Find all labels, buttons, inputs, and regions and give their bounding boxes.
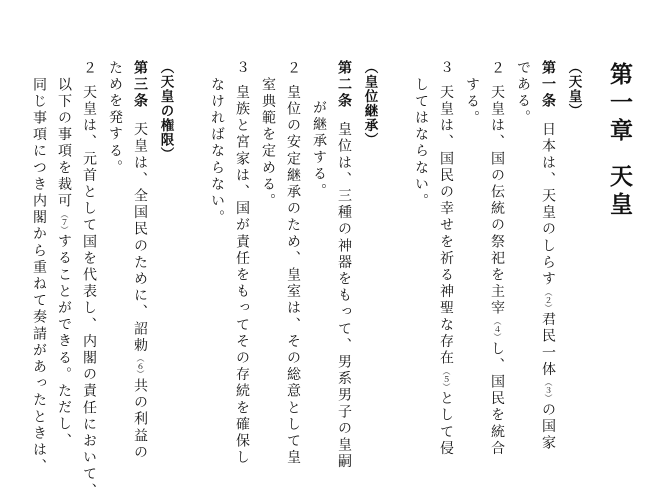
article-1-item-2-line-1 [490, 60, 504, 457]
footnote-marker: （５） [442, 366, 451, 391]
article-3-item-2-line-1 [82, 60, 96, 500]
article-2-label: 第二条 [336, 60, 352, 110]
item-text: し、国民を統合 [489, 341, 505, 458]
item-number: ３ [234, 60, 250, 77]
article-1-item-3-line-2: してはならない。 [413, 77, 429, 210]
article-1-item-3-line-1 [439, 60, 453, 457]
article-3-label: 第三条 [132, 60, 148, 110]
item-text: 天皇は、元首として国を代表し、内閣の責任において、 [81, 84, 97, 500]
article-2-item-3-line-2: なければならない。 [209, 77, 225, 227]
item-number: ２ [285, 60, 301, 77]
article-2-line-2: が継承する。 [311, 100, 327, 200]
footnote-marker: （６） [136, 354, 145, 379]
article-3-line-1 [133, 60, 147, 461]
article-1-line-2: である。 [515, 60, 531, 127]
section-heading-powers: （天皇の権限） [157, 60, 174, 162]
item-text: することができる。ただし、 [56, 233, 72, 450]
item-text: として侵 [438, 390, 454, 458]
footnote-marker: （３） [544, 378, 553, 403]
article-2-item-2-line-2: 室典範を定める。 [260, 77, 276, 210]
article-2-text: 皇位は、三種の神器をもって、男系男子の皇嗣 [336, 121, 352, 471]
chapter-label: 第一章 [606, 62, 633, 146]
article-1-line-1 [541, 60, 555, 452]
footnote-marker: （４） [493, 317, 502, 342]
section-heading-succession: （皇位継承） [361, 60, 378, 147]
article-1-text-c: の国家 [540, 402, 556, 453]
footnote-marker: （７） [60, 209, 69, 234]
chapter-title [608, 62, 631, 220]
item-number: ３ [438, 60, 454, 77]
article-3-text-b: 共の利益の [132, 378, 148, 462]
article-2-line-1 [337, 60, 351, 470]
article-2-item-2-line-1 [286, 60, 300, 466]
item-number: ２ [489, 60, 505, 77]
article-1-item-2-line-2: する。 [464, 77, 480, 127]
article-2-item-3-line-1 [235, 60, 249, 466]
article-1-text-b: 君民一体 [540, 311, 556, 379]
article-3-item-2-line-3: 同じ事項につき内閣から重ねて奏請があったときは、 [31, 77, 47, 476]
article-1-label: 第一条 [540, 60, 556, 110]
article-3-text-a: 天皇は、全国民のために、詔勅 [132, 121, 148, 355]
article-1-text-a: 日本は、天皇のしらす [540, 121, 556, 288]
item-number: ２ [81, 60, 97, 77]
footnote-marker: （２） [544, 287, 553, 312]
chapter-name: 天皇 [606, 164, 633, 220]
item-text: 皇位の安定継承のため、皇室は、その総意として皇 [285, 84, 301, 467]
item-text: 天皇は、国民の幸せを祈る神聖な存在 [438, 84, 454, 367]
article-3-item-2-line-2 [57, 60, 71, 450]
item-text: 皇族と宮家は、国が責任をもってその存続を確保し [234, 84, 250, 467]
item-text: 以下の事項を裁可 [56, 77, 72, 210]
item-text: 天皇は、国の伝統の祭祀を主宰 [489, 84, 505, 318]
article-3-line-2: ためを発する。 [107, 60, 123, 177]
section-heading-tenno: （天皇） [565, 60, 582, 118]
